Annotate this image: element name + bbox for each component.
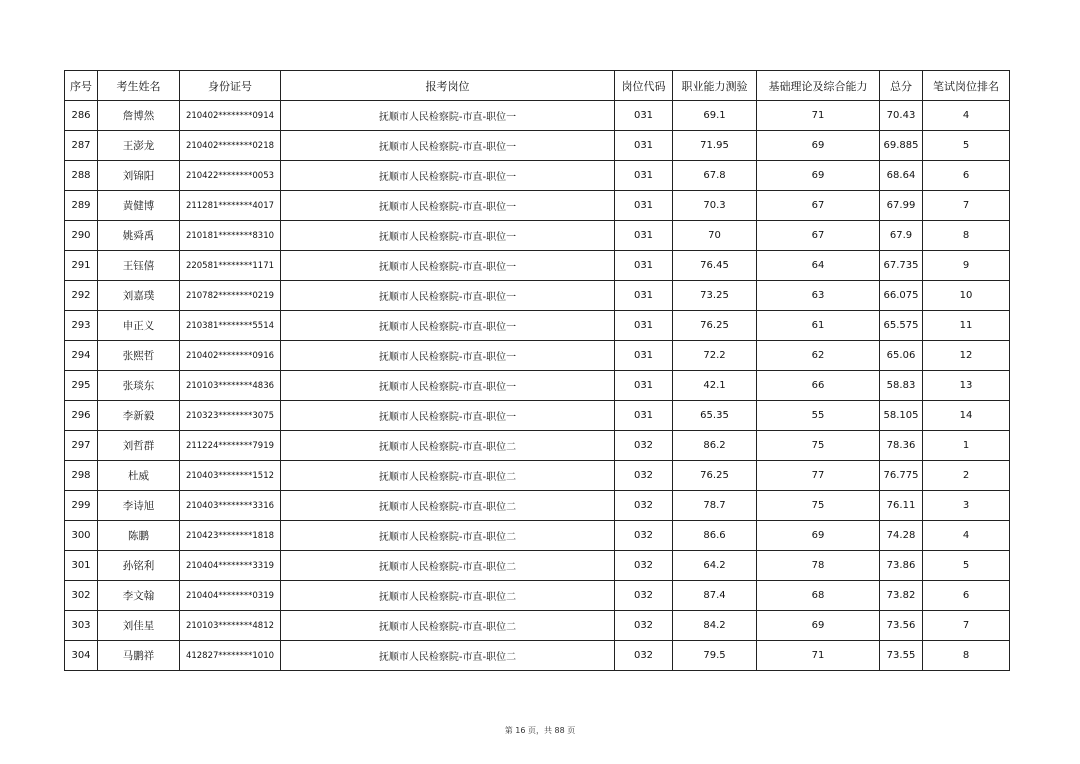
cell-position: 抚顺市人民检察院-市直-职位一 bbox=[281, 371, 615, 401]
cell-id-number: 220581********1171 bbox=[180, 251, 281, 281]
cell-theory-score: 71 bbox=[757, 641, 880, 671]
cell-index: 294 bbox=[65, 341, 98, 371]
cell-position-code: 031 bbox=[615, 251, 673, 281]
cell-name: 黄健博 bbox=[98, 191, 180, 221]
cell-index: 302 bbox=[65, 581, 98, 611]
cell-aptitude-score: 86.2 bbox=[673, 431, 757, 461]
cell-rank: 14 bbox=[923, 401, 1010, 431]
cell-position-code: 032 bbox=[615, 431, 673, 461]
cell-id-number: 210381********5514 bbox=[180, 311, 281, 341]
cell-rank: 7 bbox=[923, 611, 1010, 641]
cell-position-code: 031 bbox=[615, 161, 673, 191]
cell-theory-score: 71 bbox=[757, 101, 880, 131]
cell-position-code: 032 bbox=[615, 641, 673, 671]
header-id-number: 身份证号 bbox=[180, 71, 281, 101]
cell-position-code: 031 bbox=[615, 371, 673, 401]
cell-position-code: 031 bbox=[615, 341, 673, 371]
cell-index: 296 bbox=[65, 401, 98, 431]
cell-rank: 9 bbox=[923, 251, 1010, 281]
cell-aptitude-score: 71.95 bbox=[673, 131, 757, 161]
table-row bbox=[65, 281, 1010, 311]
table-row bbox=[65, 491, 1010, 521]
cell-id-number: 210181********8310 bbox=[180, 221, 281, 251]
cell-total-score: 76.11 bbox=[880, 491, 923, 521]
cell-id-number: 412827********1010 bbox=[180, 641, 281, 671]
cell-index: 290 bbox=[65, 221, 98, 251]
cell-theory-score: 63 bbox=[757, 281, 880, 311]
header-aptitude-score: 职业能力测验 bbox=[673, 71, 757, 101]
cell-name: 王澎龙 bbox=[98, 131, 180, 161]
cell-theory-score: 55 bbox=[757, 401, 880, 431]
cell-rank: 13 bbox=[923, 371, 1010, 401]
cell-rank: 5 bbox=[923, 551, 1010, 581]
table-row bbox=[65, 611, 1010, 641]
cell-id-number: 210402********0916 bbox=[180, 341, 281, 371]
cell-theory-score: 69 bbox=[757, 161, 880, 191]
cell-theory-score: 61 bbox=[757, 311, 880, 341]
cell-position-code: 032 bbox=[615, 551, 673, 581]
cell-id-number: 210423********1818 bbox=[180, 521, 281, 551]
results-table bbox=[64, 70, 1010, 671]
cell-rank: 4 bbox=[923, 101, 1010, 131]
cell-position: 抚顺市人民检察院-市直-职位二 bbox=[281, 611, 615, 641]
cell-position: 抚顺市人民检察院-市直-职位一 bbox=[281, 311, 615, 341]
cell-name: 张熙哲 bbox=[98, 341, 180, 371]
cell-aptitude-score: 42.1 bbox=[673, 371, 757, 401]
cell-index: 287 bbox=[65, 131, 98, 161]
cell-total-score: 58.83 bbox=[880, 371, 923, 401]
cell-theory-score: 68 bbox=[757, 581, 880, 611]
cell-name: 詹博然 bbox=[98, 101, 180, 131]
cell-id-number: 210323********3075 bbox=[180, 401, 281, 431]
cell-id-number: 210782********0219 bbox=[180, 281, 281, 311]
cell-id-number: 210403********3316 bbox=[180, 491, 281, 521]
cell-theory-score: 67 bbox=[757, 191, 880, 221]
cell-total-score: 68.64 bbox=[880, 161, 923, 191]
cell-index: 292 bbox=[65, 281, 98, 311]
cell-aptitude-score: 65.35 bbox=[673, 401, 757, 431]
cell-position: 抚顺市人民检察院-市直-职位二 bbox=[281, 521, 615, 551]
cell-total-score: 67.99 bbox=[880, 191, 923, 221]
cell-theory-score: 78 bbox=[757, 551, 880, 581]
cell-index: 288 bbox=[65, 161, 98, 191]
cell-index: 295 bbox=[65, 371, 98, 401]
table-row bbox=[65, 461, 1010, 491]
table-row bbox=[65, 251, 1010, 281]
page-footer: 第 16 页，共 88 页 bbox=[504, 726, 576, 735]
cell-position: 抚顺市人民检察院-市直-职位一 bbox=[281, 161, 615, 191]
header-index: 序号 bbox=[65, 71, 98, 101]
cell-position: 抚顺市人民检察院-市直-职位二 bbox=[281, 491, 615, 521]
header-position-code: 岗位代码 bbox=[615, 71, 673, 101]
cell-theory-score: 77 bbox=[757, 461, 880, 491]
cell-position-code: 031 bbox=[615, 191, 673, 221]
cell-position: 抚顺市人民检察院-市直-职位一 bbox=[281, 281, 615, 311]
header-position: 报考岗位 bbox=[281, 71, 615, 101]
cell-index: 293 bbox=[65, 311, 98, 341]
cell-total-score: 66.075 bbox=[880, 281, 923, 311]
cell-total-score: 73.82 bbox=[880, 581, 923, 611]
cell-index: 291 bbox=[65, 251, 98, 281]
cell-id-number: 210403********1512 bbox=[180, 461, 281, 491]
cell-total-score: 76.775 bbox=[880, 461, 923, 491]
table-row bbox=[65, 311, 1010, 341]
cell-index: 303 bbox=[65, 611, 98, 641]
cell-total-score: 73.86 bbox=[880, 551, 923, 581]
cell-position-code: 032 bbox=[615, 521, 673, 551]
cell-rank: 3 bbox=[923, 491, 1010, 521]
cell-theory-score: 69 bbox=[757, 611, 880, 641]
cell-theory-score: 75 bbox=[757, 431, 880, 461]
cell-position: 抚顺市人民检察院-市直-职位一 bbox=[281, 341, 615, 371]
cell-id-number: 210404********3319 bbox=[180, 551, 281, 581]
cell-name: 王钰僖 bbox=[98, 251, 180, 281]
cell-aptitude-score: 67.8 bbox=[673, 161, 757, 191]
cell-index: 286 bbox=[65, 101, 98, 131]
cell-position-code: 032 bbox=[615, 491, 673, 521]
cell-aptitude-score: 79.5 bbox=[673, 641, 757, 671]
table-row bbox=[65, 581, 1010, 611]
header-row bbox=[65, 71, 1010, 101]
table-row bbox=[65, 101, 1010, 131]
cell-total-score: 67.735 bbox=[880, 251, 923, 281]
cell-aptitude-score: 84.2 bbox=[673, 611, 757, 641]
cell-rank: 11 bbox=[923, 311, 1010, 341]
cell-position-code: 031 bbox=[615, 311, 673, 341]
cell-position-code: 031 bbox=[615, 221, 673, 251]
table-row bbox=[65, 131, 1010, 161]
cell-position: 抚顺市人民检察院-市直-职位一 bbox=[281, 191, 615, 221]
header-rank: 笔试岗位排名 bbox=[923, 71, 1010, 101]
cell-position-code: 031 bbox=[615, 281, 673, 311]
cell-position: 抚顺市人民检察院-市直-职位一 bbox=[281, 131, 615, 161]
cell-name: 刘佳星 bbox=[98, 611, 180, 641]
cell-name: 刘嘉璞 bbox=[98, 281, 180, 311]
cell-index: 299 bbox=[65, 491, 98, 521]
cell-theory-score: 66 bbox=[757, 371, 880, 401]
table-row bbox=[65, 551, 1010, 581]
cell-aptitude-score: 78.7 bbox=[673, 491, 757, 521]
cell-aptitude-score: 87.4 bbox=[673, 581, 757, 611]
cell-aptitude-score: 86.6 bbox=[673, 521, 757, 551]
cell-theory-score: 69 bbox=[757, 521, 880, 551]
cell-index: 301 bbox=[65, 551, 98, 581]
cell-rank: 5 bbox=[923, 131, 1010, 161]
cell-id-number: 210402********0218 bbox=[180, 131, 281, 161]
cell-position-code: 032 bbox=[615, 581, 673, 611]
cell-aptitude-score: 76.45 bbox=[673, 251, 757, 281]
cell-aptitude-score: 64.2 bbox=[673, 551, 757, 581]
cell-theory-score: 64 bbox=[757, 251, 880, 281]
table-row bbox=[65, 161, 1010, 191]
cell-name: 陈鹏 bbox=[98, 521, 180, 551]
cell-id-number: 210103********4836 bbox=[180, 371, 281, 401]
cell-id-number: 210404********0319 bbox=[180, 581, 281, 611]
cell-name: 马鹏祥 bbox=[98, 641, 180, 671]
cell-aptitude-score: 70.3 bbox=[673, 191, 757, 221]
cell-rank: 2 bbox=[923, 461, 1010, 491]
table-row bbox=[65, 641, 1010, 671]
cell-aptitude-score: 72.2 bbox=[673, 341, 757, 371]
cell-name: 刘锦阳 bbox=[98, 161, 180, 191]
cell-total-score: 67.9 bbox=[880, 221, 923, 251]
cell-position: 抚顺市人民检察院-市直-职位二 bbox=[281, 641, 615, 671]
cell-name: 刘哲群 bbox=[98, 431, 180, 461]
cell-name: 李诗旭 bbox=[98, 491, 180, 521]
cell-aptitude-score: 76.25 bbox=[673, 311, 757, 341]
cell-name: 李新毅 bbox=[98, 401, 180, 431]
cell-position: 抚顺市人民检察院-市直-职位一 bbox=[281, 101, 615, 131]
cell-name: 姚舜禹 bbox=[98, 221, 180, 251]
cell-id-number: 210402********0914 bbox=[180, 101, 281, 131]
table-header bbox=[65, 71, 1010, 101]
cell-position-code: 032 bbox=[615, 611, 673, 641]
cell-theory-score: 75 bbox=[757, 491, 880, 521]
cell-total-score: 74.28 bbox=[880, 521, 923, 551]
cell-index: 298 bbox=[65, 461, 98, 491]
cell-total-score: 65.06 bbox=[880, 341, 923, 371]
table-body bbox=[65, 101, 1010, 671]
cell-id-number: 211224********7919 bbox=[180, 431, 281, 461]
cell-position-code: 032 bbox=[615, 461, 673, 491]
cell-rank: 7 bbox=[923, 191, 1010, 221]
header-total-score: 总分 bbox=[880, 71, 923, 101]
cell-rank: 12 bbox=[923, 341, 1010, 371]
cell-total-score: 73.56 bbox=[880, 611, 923, 641]
cell-total-score: 73.55 bbox=[880, 641, 923, 671]
cell-position: 抚顺市人民检察院-市直-职位一 bbox=[281, 401, 615, 431]
table-row bbox=[65, 191, 1010, 221]
table-row bbox=[65, 221, 1010, 251]
cell-name: 张琰东 bbox=[98, 371, 180, 401]
cell-position-code: 031 bbox=[615, 131, 673, 161]
cell-position: 抚顺市人民检察院-市直-职位二 bbox=[281, 461, 615, 491]
cell-total-score: 65.575 bbox=[880, 311, 923, 341]
cell-name: 杜威 bbox=[98, 461, 180, 491]
table-row bbox=[65, 371, 1010, 401]
table-row bbox=[65, 521, 1010, 551]
cell-index: 304 bbox=[65, 641, 98, 671]
cell-name: 李文翰 bbox=[98, 581, 180, 611]
cell-rank: 1 bbox=[923, 431, 1010, 461]
cell-theory-score: 62 bbox=[757, 341, 880, 371]
cell-aptitude-score: 70 bbox=[673, 221, 757, 251]
cell-total-score: 69.885 bbox=[880, 131, 923, 161]
cell-rank: 4 bbox=[923, 521, 1010, 551]
cell-id-number: 210422********0053 bbox=[180, 161, 281, 191]
cell-index: 289 bbox=[65, 191, 98, 221]
cell-rank: 10 bbox=[923, 281, 1010, 311]
cell-aptitude-score: 69.1 bbox=[673, 101, 757, 131]
cell-position: 抚顺市人民检察院-市直-职位二 bbox=[281, 431, 615, 461]
cell-rank: 6 bbox=[923, 161, 1010, 191]
cell-name: 孙铭利 bbox=[98, 551, 180, 581]
cell-total-score: 70.43 bbox=[880, 101, 923, 131]
cell-index: 300 bbox=[65, 521, 98, 551]
header-theory-score: 基础理论及综合能力 bbox=[757, 71, 880, 101]
header-name: 考生姓名 bbox=[98, 71, 180, 101]
cell-position: 抚顺市人民检察院-市直-职位二 bbox=[281, 551, 615, 581]
cell-position: 抚顺市人民检察院-市直-职位一 bbox=[281, 251, 615, 281]
cell-aptitude-score: 73.25 bbox=[673, 281, 757, 311]
cell-position: 抚顺市人民检察院-市直-职位二 bbox=[281, 581, 615, 611]
cell-name: 申正义 bbox=[98, 311, 180, 341]
cell-rank: 6 bbox=[923, 581, 1010, 611]
cell-total-score: 78.36 bbox=[880, 431, 923, 461]
cell-position-code: 031 bbox=[615, 101, 673, 131]
table-row bbox=[65, 341, 1010, 371]
cell-rank: 8 bbox=[923, 221, 1010, 251]
cell-id-number: 210103********4812 bbox=[180, 611, 281, 641]
cell-aptitude-score: 76.25 bbox=[673, 461, 757, 491]
cell-index: 297 bbox=[65, 431, 98, 461]
cell-position: 抚顺市人民检察院-市直-职位一 bbox=[281, 221, 615, 251]
cell-total-score: 58.105 bbox=[880, 401, 923, 431]
table-row bbox=[65, 401, 1010, 431]
cell-rank: 8 bbox=[923, 641, 1010, 671]
cell-theory-score: 67 bbox=[757, 221, 880, 251]
cell-theory-score: 69 bbox=[757, 131, 880, 161]
cell-id-number: 211281********4017 bbox=[180, 191, 281, 221]
table-row bbox=[65, 431, 1010, 461]
cell-position-code: 031 bbox=[615, 401, 673, 431]
